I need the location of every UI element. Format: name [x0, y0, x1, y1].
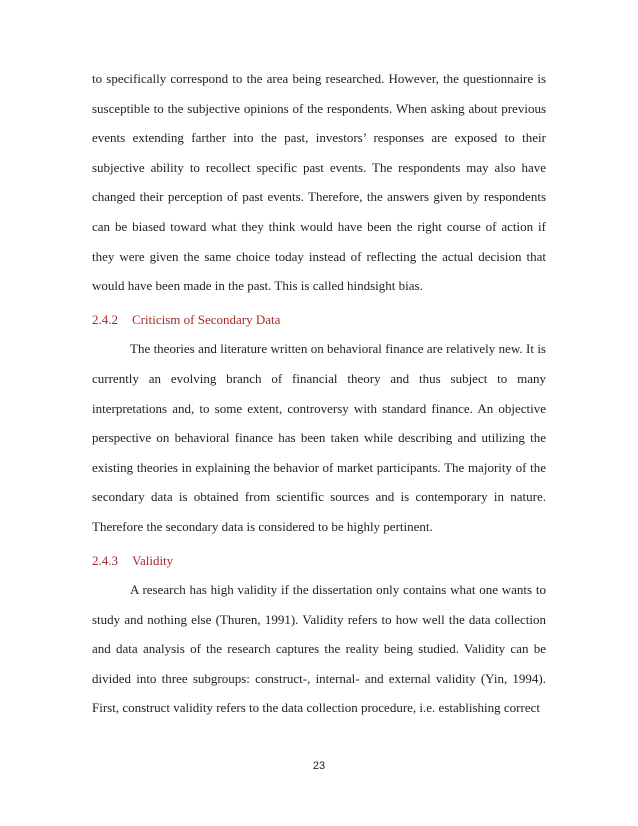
section-number: 2.4.3 [92, 552, 118, 568]
section-heading-validity [92, 546, 546, 576]
page-body [92, 64, 546, 723]
section-title: Criticism of Secondary Data [132, 311, 281, 327]
page-number: 23 [312, 760, 326, 772]
section-heading-criticism [92, 305, 546, 335]
section-title: Validity [132, 552, 174, 568]
paragraph-hindsight-bias: to specifically correspond to the area being researched. However, the questionnaire is susceptible to the subjective opinions of the respondents. When asking about previous events extending farther into the past, investors’ responses are exposed to their subjective ability to recollect specific past events. The respondents may also have changed their perception of past events. Therefore, the answers given by respondents can be biased toward what they think would have been the right course of action if they were given the same choice today instead of reflecting the actual decision that would have been made in the past. This is called hindsight bias. [92, 71, 546, 294]
paragraph-secondary-data: The theories and literature written on behavioral finance are relatively new. It is currently an evolving branch of financial theory and thus subject to many interpretations and, to some extent, controversy with standard finance. An objective perspective on behavioral finance has been taken while describing and utilizing the existing theories in explaining the behavior of market participants. The majority of the secondary data is obtained from scientific sources and is contemporary in nature. Therefore the secondary data is considered to be highly pertinent. [92, 341, 546, 534]
section-number: 2.4.2 [92, 311, 118, 327]
paragraph-validity: A research has high validity if the dissertation only contains what one wants to study and nothing else (Thuren, 1991). Validity refers to how well the data collection and data analysis of the research captures the reality being studied. Validity can be divided into three subgroups: construct-, internal- and external validity (Yin, 1994). First, construct validity refers to the data collection procedure, i.e. establishing correct [92, 582, 546, 716]
